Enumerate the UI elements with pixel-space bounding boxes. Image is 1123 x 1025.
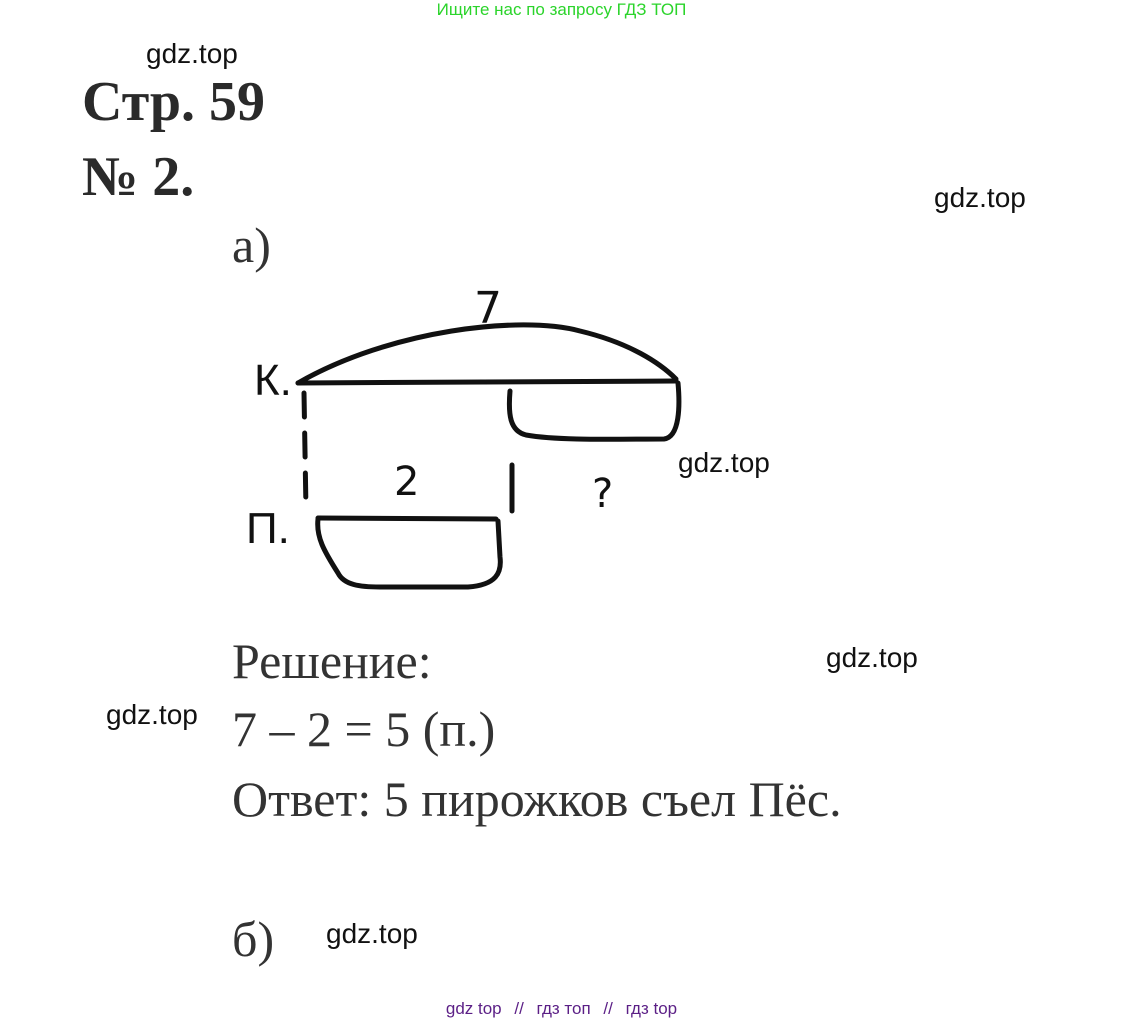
unknown-brace (509, 383, 679, 439)
part-b-label: б) (232, 911, 275, 967)
dashed-guide-left (304, 393, 306, 510)
footer-links (0, 999, 1123, 1019)
footer-link[interactable]: gdz top (445, 999, 502, 1018)
solution-title: Решение: (232, 633, 432, 689)
footer-separator: // (603, 999, 613, 1018)
answer-text: Ответ: 5 пирожков съел Пёс. (232, 771, 842, 827)
footer-link[interactable]: гдз top (625, 999, 678, 1018)
watermark: gdz.top (106, 699, 198, 730)
total-label: 7 (474, 283, 502, 334)
row2-value-label: 2 (394, 459, 420, 505)
unknown-label: ? (592, 471, 614, 517)
row2-label: П. (246, 504, 290, 553)
part-a-label: а) (232, 217, 271, 273)
search-banner[interactable]: Ищите нас по запросу ГДЗ ТОП (436, 0, 687, 19)
solution-expression: 7 – 2 = 5 (п.) (232, 701, 496, 757)
row1-segment (298, 381, 676, 383)
watermark: gdz.top (146, 38, 238, 69)
row2-segment (318, 518, 496, 519)
segment-diagram (240, 275, 710, 605)
watermark: gdz.top (934, 182, 1026, 213)
page-title: Стр. 59 (82, 71, 266, 133)
watermark: gdz.top (678, 447, 770, 478)
row1-label: К. (254, 356, 292, 405)
watermark: gdz.top (326, 918, 418, 949)
task-number: № 2. (82, 146, 195, 208)
footer-link[interactable]: гдз топ (536, 999, 591, 1018)
footer-separator: // (514, 999, 524, 1018)
row2-brace (318, 519, 501, 587)
watermark: gdz.top (826, 642, 918, 673)
